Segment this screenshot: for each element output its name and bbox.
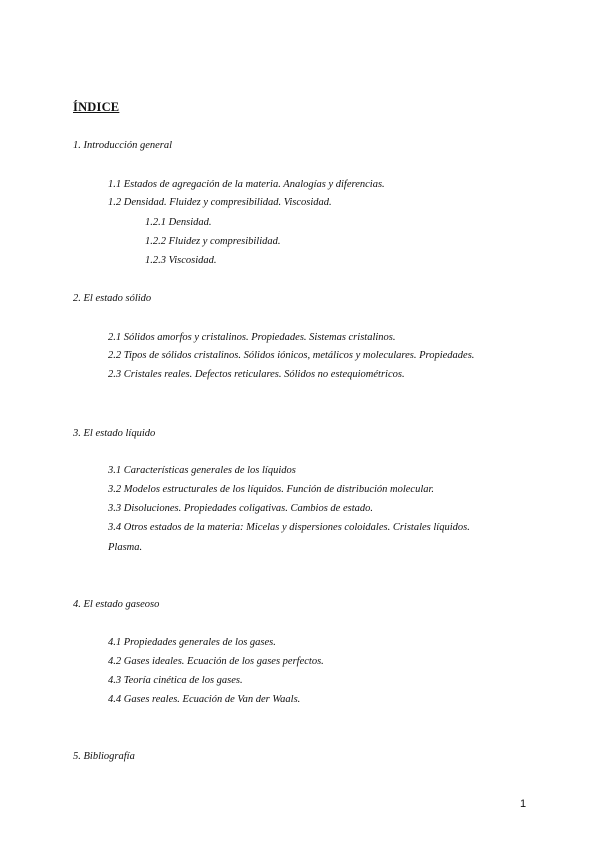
toc-item-1-1: 1.1 Estados de agregación de la materia. Analogías y diferencias. [108,179,385,190]
toc-item-3-3: 3.3 Disoluciones. Propiedades coligativas. Cambios de estado. [108,503,374,514]
index-title: ÍNDICE [73,100,120,114]
toc-item-2-3: 2.3 Cristales reales. Defectos reticulares. Sólidos no estequiométricos. [108,369,405,380]
toc-subitem-1-2-2: 1.2.2 Fluidez y compresibilidad. [145,236,281,247]
toc-item-3-4: 3.4 Otros estados de la materia: Micelas y dispersiones coloidales. Cristales líquidos. [108,522,470,533]
page-number: 1 [520,798,527,810]
toc-subitem-1-2-3: 1.2.3 Viscosidad. [145,255,217,266]
section-5-heading: 5. Bibliografía [73,751,135,762]
toc-item-4-2: 4.2 Gases ideales. Ecuación de los gases perfectos. [108,656,324,667]
section-2-heading: 2. El estado sólido [73,293,152,304]
toc-item-1-2: 1.2 Densidad. Fluidez y compresibilidad. Viscosidad. [108,197,332,208]
toc-item-3-4-continued: Plasma. [108,542,143,553]
toc-item-4-3: 4.3 Teoría cinética de los gases. [108,675,243,686]
section-3-heading: 3. El estado líquido [73,428,156,439]
toc-subitem-1-2-1: 1.2.1 Densidad. [145,217,212,228]
toc-item-2-2: 2.2 Tipos de sólidos cristalinos. Sólidos iónicos, metálicos y moleculares. Propiedades. [108,350,475,361]
section-1-heading: 1. Introducción general [73,140,173,151]
toc-item-3-2: 3.2 Modelos estructurales de los líquidos. Función de distribución molecular. [108,484,435,495]
toc-item-4-4: 4.4 Gases reales. Ecuación de Van der Waals. [108,694,301,705]
toc-item-4-1: 4.1 Propiedades generales de los gases. [108,637,276,648]
section-4-heading: 4. El estado gaseoso [73,599,160,610]
toc-item-2-1: 2.1 Sólidos amorfos y cristalinos. Propiedades. Sistemas cristalinos. [108,332,396,343]
toc-item-3-1: 3.1 Características generales de los líquidos [108,465,296,476]
